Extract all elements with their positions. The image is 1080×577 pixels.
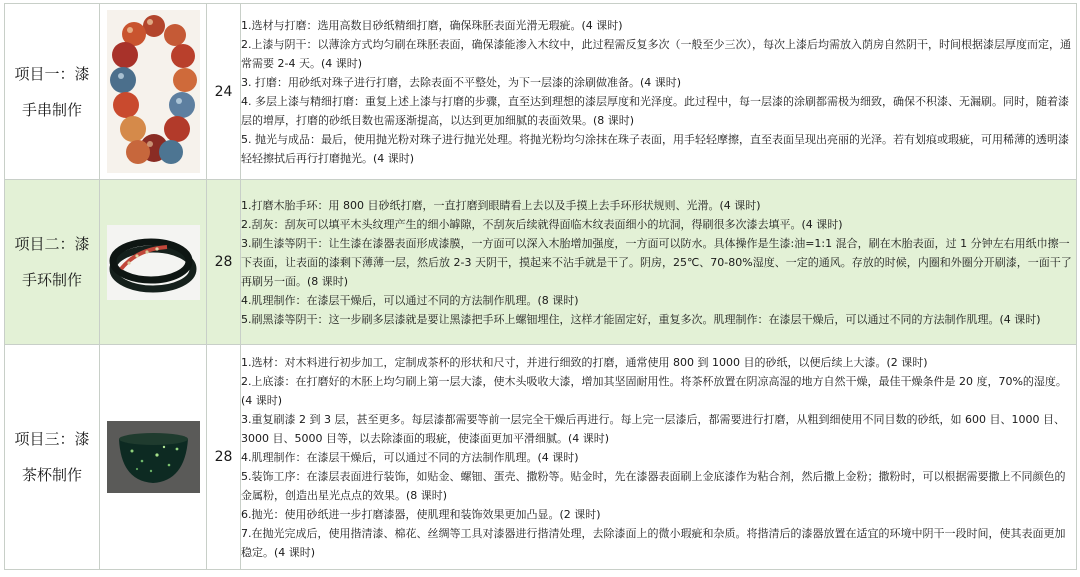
project-image-cell — [100, 345, 207, 570]
step-item: 7.在抛光完成后，使用揩清漆、棉花、丝绸等工具对漆器进行揩清处理，去除漆面上的微小瑕疵和杂质。将揩清后的漆器放置在适宜的环境中阴干一段时间，使其表面更加稳定。(4 课时) — [241, 526, 1066, 559]
project-hours: 28 — [207, 345, 241, 570]
step-item: 3.重复刷漆 2 到 3 层，甚至更多。每层漆都需要等前一层完全干燥后再进行。每上完一层漆后，都需要进行打磨，从粗到细使用不同目数的砂纸，如 600 目、1000 目、3000 目、5000 目等，以去除漆面的瑕疵，使漆面更加平滑细腻。(4 课时) — [241, 412, 1065, 445]
step-item: 5.装饰工序：在漆层表面进行装饰，如贴金、螺钿、蛋壳、撒粉等。贴金时，先在漆器表面刷上金底漆作为粘合剂，然后撒上金粉；撒粉时，可以根据需要撒上不同颜色的金属粉，创造出星光点点的效果。(8 课时) — [241, 469, 1066, 502]
step-item: 4.肌理制作：在漆层干燥后，可以通过不同的方法制作肌理。(4 课时) — [241, 450, 579, 464]
step-item: 4.肌理制作：在漆层干燥后，可以通过不同的方法制作肌理。(8 课时) — [241, 293, 579, 307]
step-item: 6.抛光：使用砂纸进一步打磨漆器，使肌理和装饰效果更加凸显。(2 课时) — [241, 507, 601, 521]
project-name-cell — [5, 345, 100, 570]
step-item: 1.选材：对木料进行初步加工，定制成茶杯的形状和尺寸，并进行细致的打磨，通常使用 800 到 1000 目的砂纸，以便后续上大漆。(2 课时) — [241, 355, 928, 369]
project-name-line1: 项目三：漆 — [14, 430, 90, 448]
step-item: 2.上漆与阴干：以薄涂方式均匀刷在珠胚表面，确保漆能渗入木纹中，此过程需反复多次（一般至少三次），每次上漆后均需放入荫房自然阴干，时间根据漆层厚度而定，通常需要 2-4 天。(4 课时) — [241, 37, 1071, 70]
project-steps-cell — [241, 4, 1077, 180]
step-item: 4. 多层上漆与精细打磨：重复上述上漆与打磨的步骤，直至达到理想的漆层厚度和光泽度。此过程中，每一层漆的涂刷都需极为细致，确保不积漆、无漏刷。同时，随着漆层的增厚，打磨的砂纸目数也需逐渐提高，以达到更加细腻的表面效果。(8 课时) — [241, 94, 1069, 127]
project-steps-cell — [241, 180, 1077, 345]
tea-cup-image — [107, 421, 200, 493]
step-item: 1.选材与打磨：选用高数目砂纸精细打磨，确保珠胚表面光滑无瑕疵。(4 课时) — [241, 18, 623, 32]
table-row-project-3 — [5, 345, 1077, 570]
project-image-cell — [100, 180, 207, 345]
project-hours: 24 — [207, 4, 241, 180]
project-name-line2: 手环制作 — [21, 271, 82, 289]
course-table — [4, 3, 1077, 570]
project-name-cell — [5, 4, 100, 180]
step-item: 3.刷生漆等阴干：让生漆在漆器表面形成漆膜，一方面可以深入木胎增加强度，一方面可以防水。具体操作是生漆:油=1:1 混合，刷在木胎表面，过 1 分钟左右用纸巾擦一下表面，让表面的漆剩下薄薄一层，然后放 2-3 天阴干，摸起来不沾手就是干了。阴房，25℃、70-80%湿度、一定的通风。存放的时候，内圈和外圈分开刷漆，一面干了再刷另一面。(8 课时) — [241, 236, 1072, 288]
step-item: 2.上底漆：在打磨好的木胚上均匀刷上第一层大漆，使木头吸收大漆，增加其坚固耐用性。将茶杯放置在阴凉高湿的地方自然干燥，最佳干燥条件是 20 度，70%的湿度。(4 课时) — [241, 374, 1067, 407]
project-name-cell — [5, 180, 100, 345]
step-item: 3. 打磨：用砂纸对珠子进行打磨，去除表面不平整处，为下一层漆的涂刷做准备。(4 课时) — [241, 75, 682, 89]
bead-bracelet-image — [107, 10, 200, 173]
step-item: 5. 抛光与成品：最后，使用抛光粉对珠子进行抛光处理。将抛光粉均匀涂抹在珠子表面，用手轻轻摩擦，直至表面呈现出亮丽的光泽。若有划痕或瑕疵，可用稀薄的透明漆轻轻擦拭后再行打磨抛光。(4 课时) — [241, 132, 1069, 165]
project-name-line2: 手串制作 — [21, 100, 82, 119]
project-name-line1: 项目一：漆 — [14, 64, 90, 83]
project-hours: 28 — [207, 180, 241, 345]
table-row-project-1 — [5, 4, 1077, 180]
project-image-cell — [100, 4, 207, 180]
table-row-project-2 — [5, 180, 1077, 345]
step-item: 1.打磨木胎手环：用 800 目砂纸打磨，一直打磨到眼睛看上去以及手摸上去手环形状规则、光滑。(4 课时) — [241, 198, 761, 212]
step-item: 2.刮灰：刮灰可以填平木头纹理产生的细小罅隙，不刮灰后续就得面临木纹表面细小的坑洞，得刷很多次漆去填平。(4 课时) — [241, 217, 843, 231]
course-table-sheet — [4, 3, 1076, 571]
project-name-line1: 项目二：漆 — [14, 235, 90, 253]
project-steps-cell — [241, 345, 1077, 570]
project-name-line2: 茶杯制作 — [21, 466, 82, 484]
bangle-image — [107, 225, 200, 300]
step-item: 5.刷黑漆等阴干：这一步刷多层漆就是要让黑漆把手环上螺钿埋住，这样才能固定好，重复多次。肌理制作：在漆层干燥后，可以通过不同的方法制作肌理。(4 课时) — [241, 312, 1041, 326]
